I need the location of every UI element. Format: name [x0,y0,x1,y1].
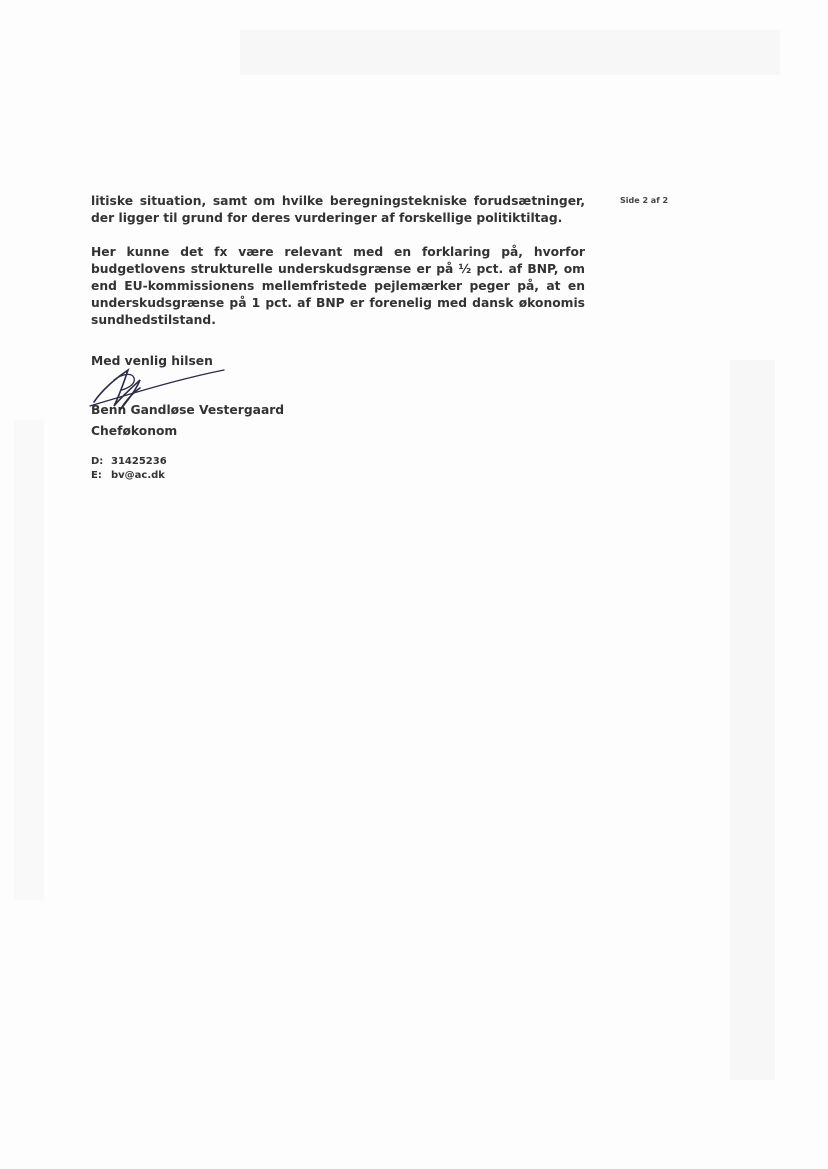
signer-name: Benn Gandløse Vestergaard [91,403,285,417]
closing-greeting: Med venlig hilsen [91,354,213,368]
scan-shade-top [240,30,780,75]
scan-shade-right [730,360,775,1080]
email-value[interactable]: bv@ac.dk [111,470,165,481]
phone-label: D: [91,456,104,467]
contact-phone [91,456,167,467]
contact-email [91,470,165,481]
body-paragraph-2: Her kunne det fx være relevant med en forklaring på, hvorfor budgetlovens strukturelle underskudsgrænse er på ½ pct. af BNP, om end EU-kommissionens mellemfristede pejlemærker peger på, at en underskudsgrænse på 1 pct. af BNP er forenelig med dansk økonomis sundhedstilstand. [91,245,585,327]
body-paragraph-1: litiske situation, samt om hvilke beregningstekniske forudsætninger, der ligger til grund for deres vurderinger af forskellige politiktiltag. [91,194,585,225]
signer-title: Cheføkonom [91,424,178,438]
letter-body [91,193,585,329]
page-number: Side 2 af 2 [620,196,669,205]
email-label: E: [91,470,102,481]
phone-value: 31425236 [111,456,167,467]
scan-shade-left [14,420,44,900]
